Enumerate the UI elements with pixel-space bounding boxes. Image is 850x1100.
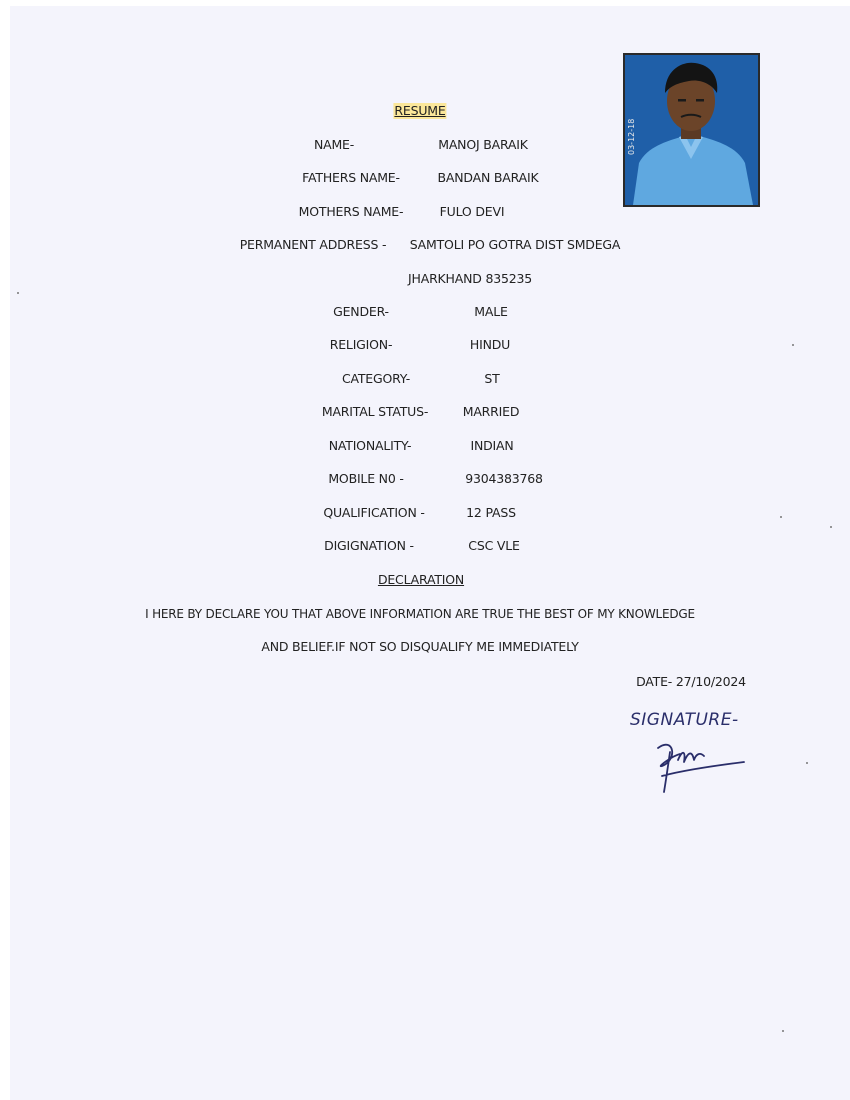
- field-value-nationality: INDIAN: [470, 438, 514, 453]
- scan-speck: [780, 516, 782, 518]
- field-label-mothers-name: MOTHERS NAME-: [298, 204, 404, 219]
- signature-label: SIGNATURE-: [630, 710, 739, 730]
- declaration-heading: DECLARATION: [377, 572, 465, 587]
- declaration-line-2: AND BELIEF.IF NOT SO DISQUALIFY ME IMMEDIATELY: [261, 639, 579, 654]
- field-value-category: ST: [484, 371, 500, 386]
- photo-date-stamp: 03-12-18: [627, 118, 636, 155]
- field-label-name: NAME-: [313, 137, 355, 152]
- field-value-mothers-name: FULO DEVI: [439, 204, 505, 219]
- field-label-religion: RELIGION-: [329, 337, 393, 352]
- field-value-name: MANOJ BARAIK: [438, 137, 528, 152]
- field-value-permanent-address-line2: JHARKHAND 835235: [408, 271, 532, 286]
- field-value-digignation: CSC VLE: [468, 538, 520, 553]
- field-label-category: CATEGORY-: [341, 371, 411, 386]
- field-label-permanent-address: PERMANENT ADDRESS -: [239, 237, 387, 252]
- scan-speck: [782, 1030, 784, 1032]
- field-label-digignation: DIGIGNATION -: [324, 538, 414, 553]
- scan-speck: [792, 344, 794, 346]
- field-label-marital-status: MARITAL STATUS-: [321, 404, 429, 419]
- applicant-portrait: [625, 55, 758, 205]
- field-value-gender: MALE: [474, 304, 508, 319]
- resume-title: RESUME: [394, 103, 446, 118]
- field-label-fathers-name: FATHERS NAME-: [302, 170, 400, 185]
- field-label-nationality: NATIONALITY-: [328, 438, 412, 453]
- field-value-qualification: 12 PASS: [466, 505, 516, 520]
- field-value-fathers-name: BANDAN BARAIK: [437, 170, 539, 185]
- field-label-mobile: MOBILE N0 -: [328, 471, 404, 486]
- date-line: DATE- 27/10/2024: [636, 674, 746, 689]
- field-value-marital-status: MARRIED: [462, 404, 520, 419]
- scan-speck: [806, 762, 808, 764]
- field-value-permanent-address: SAMTOLI PO GOTRA DIST SMDEGA: [409, 237, 621, 252]
- field-value-mobile: 9304383768: [465, 471, 543, 486]
- scan-speck: [17, 292, 19, 294]
- signature-mark: [648, 730, 748, 794]
- field-label-qualification: QUALIFICATION -: [323, 505, 425, 520]
- declaration-line-1: I HERE BY DECLARE YOU THAT ABOVE INFORMATION ARE TRUE THE BEST OF MY KNOWLEDGE: [145, 607, 695, 621]
- resume-page: [10, 6, 850, 1100]
- applicant-photo: [623, 53, 760, 207]
- field-label-gender: GENDER-: [333, 304, 389, 319]
- scan-speck: [830, 526, 832, 528]
- field-value-religion: HINDU: [469, 337, 511, 352]
